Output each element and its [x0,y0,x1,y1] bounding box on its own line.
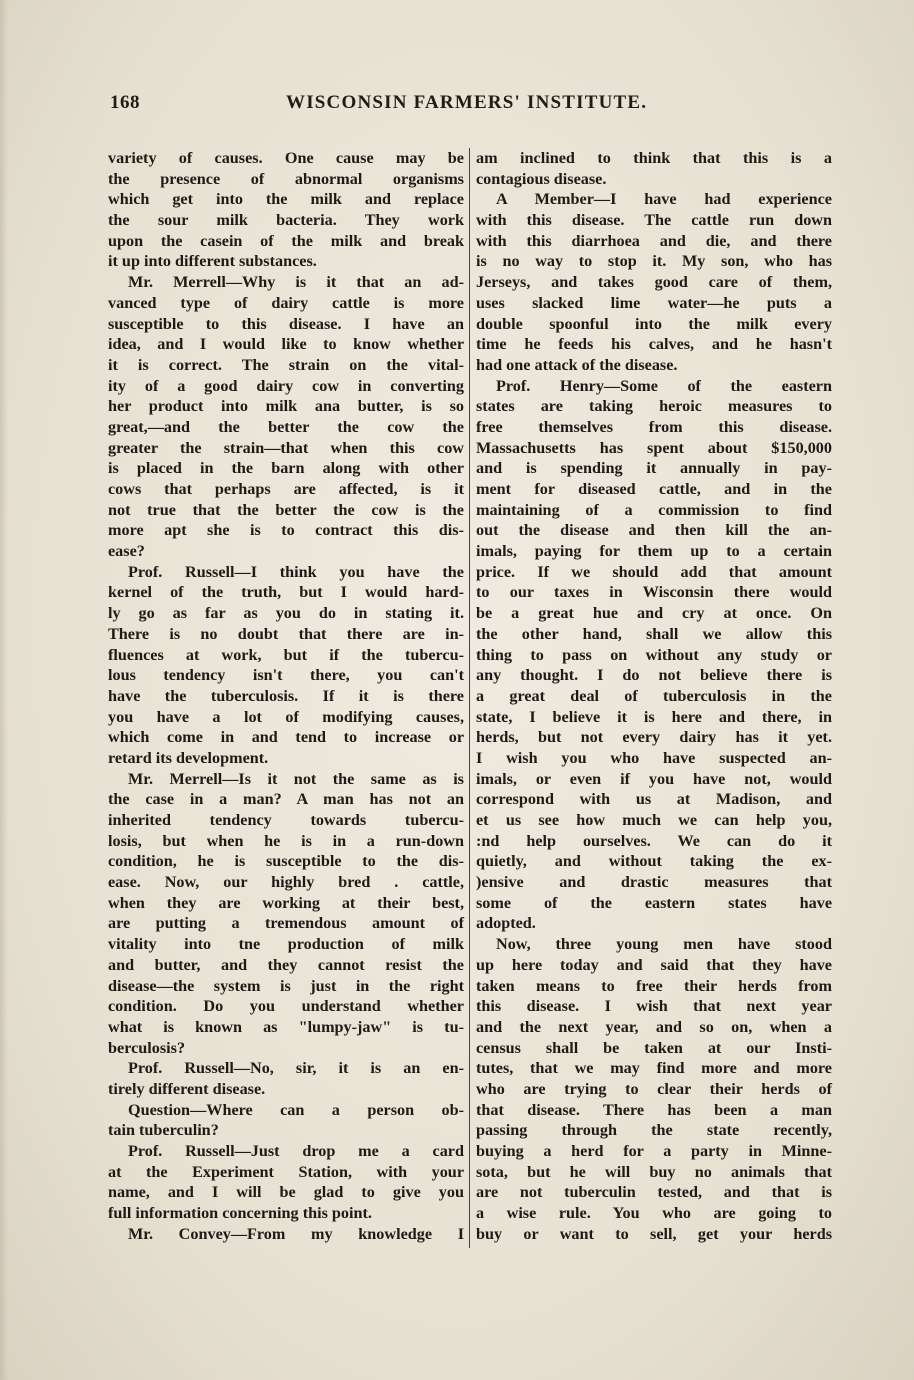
text-line: uses slacked lime water—he puts a [476,293,832,312]
text-line: greater the strain—that when this cow [108,438,464,457]
text-line: thing to pass on without any study or [476,645,832,664]
text-line: her product into milk ana butter, is so [108,397,464,416]
text-line: There is no doubt that there are in- [108,624,464,643]
text-line: ease? [108,542,145,561]
text-line: at the Experiment Station, with your [108,1162,464,1181]
right-column [476,148,832,1244]
text-line: berculosis? [108,1038,186,1057]
text-line: susceptible to this disease. I have an [108,314,464,333]
text-line: fluences at work, but if the tubercu- [108,645,464,664]
text-line: is placed in the barn along with other [108,459,464,478]
text-line: be a great hue and cry at once. On [476,604,832,623]
text-line: ment for diseased cattle, and in the [476,480,832,498]
text-line: Massachusetts has spent about $150,000 [476,438,832,457]
text-line: tain tuberculin? [108,1121,219,1140]
text-line: out the disease and then kill the an- [476,521,832,540]
text-line: are putting a tremendous amount of [108,914,464,933]
text-line: disease—the system is just in the right [108,976,464,995]
text-line: tutes, that we may find more and more [476,1059,832,1078]
text-line: Jerseys, and takes good care of them, [476,273,832,292]
text-line: Prof. Russell—No, sir, it is an en- [128,1059,464,1078]
text-line: full information concerning this point. [108,1204,372,1223]
text-line: Mr. Convey—From my knowledge I [128,1224,464,1243]
text-line: et us see how much we can help you, [476,811,832,829]
text-line: retard its development. [108,748,269,767]
text-line: imals, paying for them up to a certain [476,542,832,561]
text-line: ease. Now, our highly bred . cattle, [108,873,464,892]
text-line: states are taking heroic measures to [476,397,832,416]
text-line: it up into different substances. [108,252,317,271]
running-head: WISCONSIN FARMERS' INSTITUTE. [286,92,648,113]
left-column [108,148,464,1244]
text-line: contagious disease. [476,169,607,188]
text-line: when they are working at their best, [108,893,464,912]
text-line: upon the casein of the milk and break [108,231,464,250]
text-line: up here today and said that they have [476,955,832,974]
text-line: are not tuberculin tested, and that is [476,1183,832,1202]
text-line: lous tendency isn't there, you can't [108,666,464,685]
page-edge-shadow [0,0,8,1380]
text-line: this disease. I wish that next year [476,997,832,1016]
text-line: is no way to stop it. My son, who has [476,252,832,271]
text-line: and butter, and they cannot resist the [108,955,464,974]
text-line: who are trying to clear their herds of [476,1079,832,1098]
text-line: Prof. Russell—I think you have the [128,562,464,581]
text-line: have the tuberculosis. If it is there [108,686,464,705]
text-line: imals, or even if you have not, would [476,769,832,788]
text-line: great,—and the better the cow the [108,417,464,436]
text-line: with this diarrhoea and die, and there [476,231,832,250]
text-line: correspond with us at Madison, and [476,790,832,809]
text-line: the case in a man? A man has not an [108,790,464,809]
text-line: Prof. Henry—Some of the eastern [496,376,832,395]
text-line: free themselves from this disease. [476,417,832,436]
text-line: had one attack of the disease. [476,355,678,374]
text-line: ly go as far as you do in stating it. [108,604,464,623]
text-line: buy or want to sell, get your herds [476,1224,832,1243]
text-line: losis, but when he is in a run-down [108,831,464,850]
text-line: taken means to free their herds from [476,976,832,995]
text-line: what is known as "lumpy-jaw" is tu- [108,1017,464,1036]
page-header [110,92,830,122]
text-line: condition, he is susceptible to the dis- [108,852,464,871]
text-line: time he feeds his calves, and he hasn't [476,335,832,354]
text-line: :nd help ourselves. We can do it [476,831,832,850]
text-line: A Member—I have had experience [496,190,832,209]
text-line: which get into the milk and replace [108,190,464,209]
text-line: that disease. There has been a man [476,1100,832,1119]
text-line: the presence of abnormal organisms [108,169,464,188]
text-line: state, I believe it is here and there, in [476,707,832,726]
text-line: inherited tendency towards tubercu- [108,811,464,829]
text-line: double spoonful into the milk every [476,314,832,333]
text-line: kernel of the truth, but I would hard- [108,583,464,602]
text-line: a wise rule. You who are going to [476,1204,832,1223]
text-line: Mr. Merrell—Why is it that an ad- [128,273,464,292]
text-line: name, and I will be glad to give you [108,1183,464,1202]
text-line: sota, but he will buy no animals that [476,1162,832,1181]
text-line: to our taxes in Wisconsin there would [476,583,832,602]
text-line: and the next year, and so on, when a [476,1017,832,1036]
text-line: price. If we should add that amount [476,562,832,581]
text-line: ity of a good dairy cow in converting [108,376,464,395]
text-line: condition. Do you understand whether [108,997,464,1016]
text-line: )ensive and drastic measures that [476,873,832,892]
text-line: the other hand, shall we allow this [476,624,832,643]
text-line: more apt she is to contract this dis- [108,521,464,540]
text-line: buying a herd for a party in Minne- [476,1142,832,1160]
text-line: vanced type of dairy cattle is more [108,293,464,312]
text-line: cows that perhaps are affected, is it [108,480,464,498]
text-line: with this disease. The cattle run down [476,211,832,230]
text-line: Question—Where can a person ob- [128,1100,464,1119]
text-line: Now, three young men have stood [496,935,832,954]
text-line: and is spending it annually in pay- [476,459,832,478]
text-line: which come in and tend to increase or [108,728,464,747]
text-line: any thought. I do not believe there is [476,666,832,685]
page-number: 168 [110,92,140,113]
text-line: am inclined to think that this is a [476,149,832,167]
text-line: not true that the better the cow is the [108,500,464,519]
text-line: tirely different disease. [108,1079,266,1098]
text-line: you have a lot of modifying causes, [108,707,464,726]
text-line: Mr. Merrell—Is it not the same as is [128,769,464,788]
text-line: adopted. [476,914,536,933]
text-line: idea, and I would like to know whether [108,335,464,354]
text-line: herds, but not every dairy has it yet. [476,728,832,747]
text-line: some of the eastern states have [476,893,832,912]
text-line: vitality into tne production of milk [108,935,464,954]
text-line: a great deal of tuberculosis in the [476,686,832,705]
text-line: I wish you who have suspected an- [476,748,832,767]
text-line: quietly, and without taking the ex- [476,852,832,871]
text-line: census shall be taken at our Insti- [476,1038,832,1057]
text-line: passing through the state recently, [476,1121,832,1140]
column-divider [469,148,470,1248]
text-line: Prof. Russell—Just drop me a card [128,1142,464,1160]
text-line: it is correct. The strain on the vital- [108,355,464,374]
text-line: maintaining of a commission to find [476,500,832,519]
text-line: variety of causes. One cause may be [108,149,464,167]
text-line: the sour milk bacteria. They work [108,211,464,230]
